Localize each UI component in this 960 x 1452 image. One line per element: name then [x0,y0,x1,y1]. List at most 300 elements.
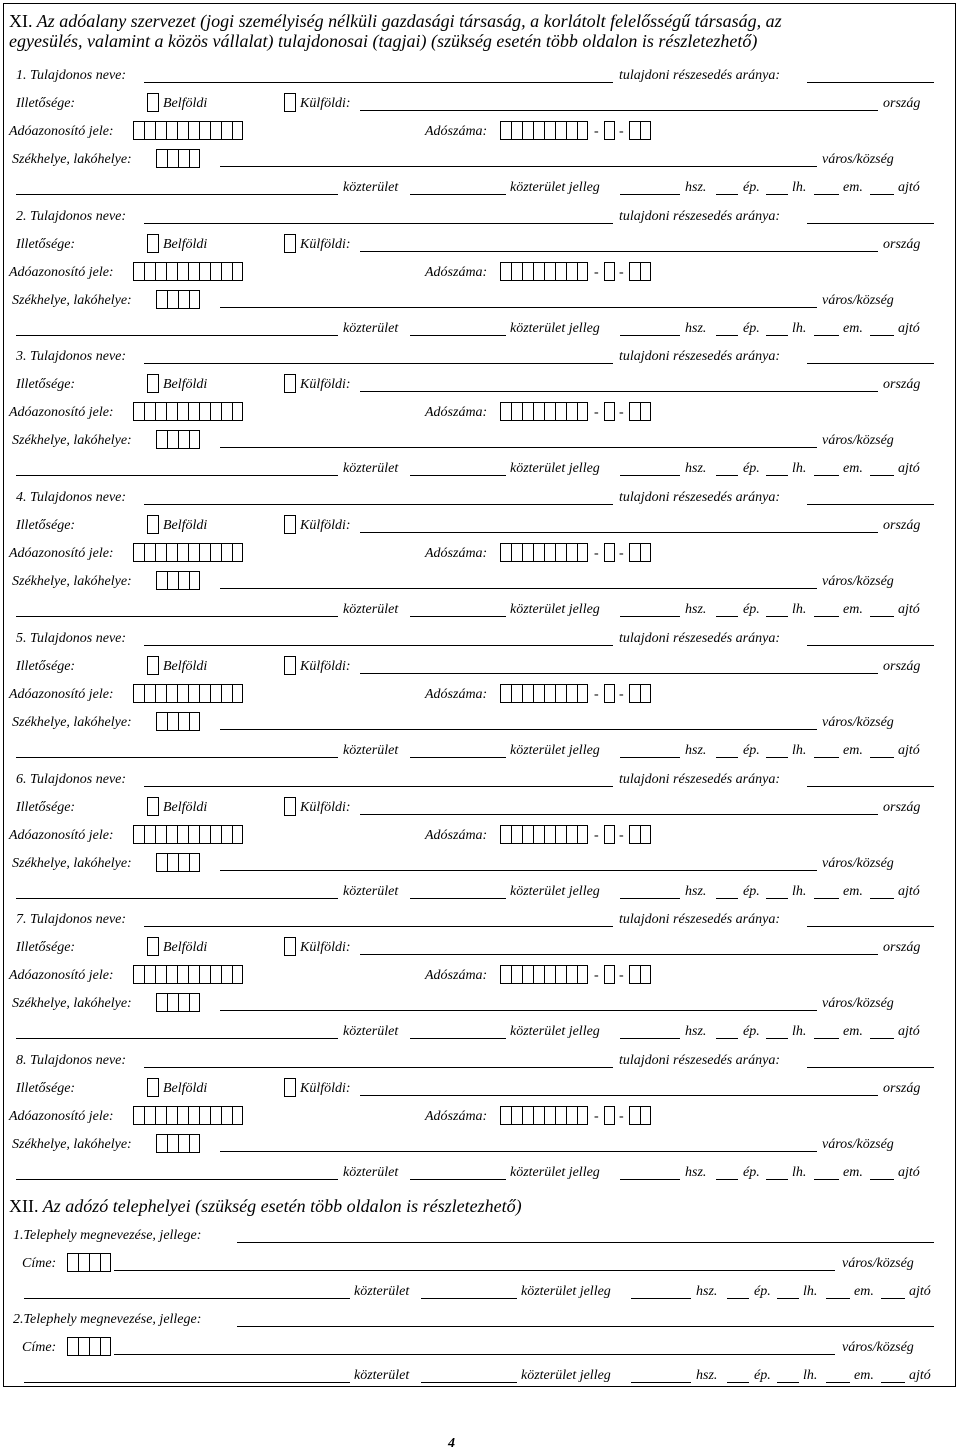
house-no-field[interactable] [620,194,680,195]
char-box[interactable] [221,402,232,421]
tax-number-main-boxes[interactable] [500,825,588,844]
char-box[interactable] [221,543,232,562]
site-house-no-field[interactable] [631,1382,691,1383]
char-box[interactable] [188,825,199,844]
tax-id-boxes[interactable] [133,121,243,140]
share-field[interactable] [807,645,934,646]
floor-field[interactable] [814,194,839,195]
postcode-boxes[interactable] [156,430,200,449]
postcode-boxes[interactable] [156,1134,200,1153]
char-box[interactable] [544,825,555,844]
char-box[interactable] [210,121,221,140]
city-field[interactable] [220,1151,817,1152]
char-box[interactable] [167,993,178,1012]
char-box[interactable] [533,121,544,140]
char-box[interactable] [577,825,588,844]
char-box[interactable] [522,402,533,421]
house-no-field[interactable] [620,1179,680,1180]
char-box[interactable] [199,262,210,281]
share-field[interactable] [807,223,934,224]
foreign-country-field[interactable] [360,673,878,674]
foreign-country-field[interactable] [360,251,878,252]
char-box[interactable] [221,825,232,844]
owner-name-field[interactable] [144,363,613,364]
char-box[interactable] [577,543,588,562]
site-city-field[interactable] [114,1354,835,1355]
tax-number-vat-box[interactable] [604,543,615,562]
site-door-field[interactable] [881,1382,905,1383]
char-box[interactable] [156,1134,167,1153]
owner-name-field[interactable] [144,645,613,646]
char-box[interactable] [221,1106,232,1125]
char-box[interactable] [511,684,522,703]
char-box[interactable] [133,543,144,562]
char-box[interactable] [555,684,566,703]
char-box[interactable] [78,1253,89,1272]
char-box[interactable] [640,402,651,421]
char-box[interactable] [640,684,651,703]
char-box[interactable] [199,825,210,844]
postcode-boxes[interactable] [156,571,200,590]
char-box[interactable] [544,1106,555,1125]
domestic-checkbox[interactable] [147,797,159,816]
char-box[interactable] [629,402,640,421]
char-box[interactable] [577,121,588,140]
house-no-field[interactable] [620,475,680,476]
char-box[interactable] [155,684,166,703]
tax-number-main-boxes[interactable] [500,121,588,140]
char-box[interactable] [199,1106,210,1125]
char-box[interactable] [189,571,200,590]
char-box[interactable] [511,121,522,140]
floor-field[interactable] [814,1179,839,1180]
char-box[interactable] [232,402,243,421]
domestic-checkbox[interactable] [147,515,159,534]
char-box[interactable] [511,543,522,562]
char-box[interactable] [210,1106,221,1125]
char-box[interactable] [144,1106,155,1125]
tax-id-boxes[interactable] [133,543,243,562]
tax-number-county-boxes[interactable] [629,684,651,703]
building-field[interactable] [716,475,738,476]
char-box[interactable] [199,402,210,421]
char-box[interactable] [166,402,177,421]
building-field[interactable] [716,616,738,617]
tax-number-vat-box[interactable] [604,121,615,140]
char-box[interactable] [155,543,166,562]
char-box[interactable] [178,853,189,872]
share-field[interactable] [807,363,934,364]
char-box[interactable] [577,965,588,984]
char-box[interactable] [629,262,640,281]
door-field[interactable] [870,1038,894,1039]
char-box[interactable] [178,571,189,590]
char-box[interactable] [577,684,588,703]
tax-number-vat-box[interactable] [604,402,615,421]
char-box[interactable] [144,543,155,562]
street-type-field[interactable] [410,757,506,758]
floor-field[interactable] [814,475,839,476]
owner-name-field[interactable] [144,1067,613,1068]
tax-number-county-boxes[interactable] [629,402,651,421]
site-staircase-field[interactable] [777,1298,799,1299]
building-field[interactable] [716,335,738,336]
house-no-field[interactable] [620,898,680,899]
street-type-field[interactable] [410,1038,506,1039]
char-box[interactable] [178,290,189,309]
char-box[interactable] [156,149,167,168]
char-box[interactable] [500,684,511,703]
postcode-boxes[interactable] [156,712,200,731]
char-box[interactable] [133,825,144,844]
share-field[interactable] [807,926,934,927]
char-box[interactable] [232,684,243,703]
char-box[interactable] [155,262,166,281]
char-box[interactable] [155,402,166,421]
char-box[interactable] [533,262,544,281]
street-field[interactable] [16,1179,338,1180]
char-box[interactable] [604,965,615,984]
share-field[interactable] [807,504,934,505]
char-box[interactable] [177,825,188,844]
door-field[interactable] [870,475,894,476]
char-box[interactable] [221,684,232,703]
tax-number-main-boxes[interactable] [500,543,588,562]
char-box[interactable] [178,430,189,449]
door-field[interactable] [870,898,894,899]
char-box[interactable] [167,571,178,590]
door-field[interactable] [870,616,894,617]
site-floor-field[interactable] [826,1298,850,1299]
char-box[interactable] [511,1106,522,1125]
char-box[interactable] [210,402,221,421]
postcode-boxes[interactable] [156,853,200,872]
char-box[interactable] [156,430,167,449]
char-box[interactable] [210,825,221,844]
door-field[interactable] [870,194,894,195]
char-box[interactable] [189,712,200,731]
char-box[interactable] [177,121,188,140]
char-box[interactable] [544,402,555,421]
char-box[interactable] [210,262,221,281]
door-field[interactable] [870,335,894,336]
char-box[interactable] [178,993,189,1012]
char-box[interactable] [89,1253,100,1272]
char-box[interactable] [188,1106,199,1125]
char-box[interactable] [629,1106,640,1125]
char-box[interactable] [199,684,210,703]
foreign-country-field[interactable] [360,110,878,111]
char-box[interactable] [533,1106,544,1125]
char-box[interactable] [199,965,210,984]
char-box[interactable] [166,262,177,281]
domestic-checkbox[interactable] [147,656,159,675]
char-box[interactable] [177,402,188,421]
char-box[interactable] [155,121,166,140]
char-box[interactable] [566,121,577,140]
site-street-type-field[interactable] [421,1382,517,1383]
char-box[interactable] [640,965,651,984]
char-box[interactable] [640,1106,651,1125]
tax-id-boxes[interactable] [133,825,243,844]
owner-name-field[interactable] [144,223,613,224]
char-box[interactable] [629,825,640,844]
char-box[interactable] [522,1106,533,1125]
char-box[interactable] [500,965,511,984]
site-name-field[interactable] [237,1242,934,1243]
char-box[interactable] [522,262,533,281]
city-field[interactable] [220,307,817,308]
char-box[interactable] [178,712,189,731]
foreign-checkbox[interactable] [284,797,296,816]
tax-number-county-boxes[interactable] [629,825,651,844]
char-box[interactable] [133,965,144,984]
char-box[interactable] [511,262,522,281]
char-box[interactable] [232,965,243,984]
tax-number-vat-box[interactable] [604,825,615,844]
tax-number-vat-box[interactable] [604,684,615,703]
char-box[interactable] [640,825,651,844]
char-box[interactable] [155,825,166,844]
char-box[interactable] [167,712,178,731]
char-box[interactable] [629,684,640,703]
char-box[interactable] [166,684,177,703]
char-box[interactable] [566,402,577,421]
door-field[interactable] [870,1179,894,1180]
char-box[interactable] [189,993,200,1012]
char-box[interactable] [232,543,243,562]
site-building-field[interactable] [727,1298,749,1299]
char-box[interactable] [210,684,221,703]
house-no-field[interactable] [620,616,680,617]
char-box[interactable] [555,402,566,421]
char-box[interactable] [133,1106,144,1125]
site-house-no-field[interactable] [631,1298,691,1299]
char-box[interactable] [629,121,640,140]
site-city-field[interactable] [114,1270,835,1271]
postcode-boxes[interactable] [156,149,200,168]
domestic-checkbox[interactable] [147,1078,159,1097]
char-box[interactable] [555,965,566,984]
tax-number-main-boxes[interactable] [500,262,588,281]
tax-id-boxes[interactable] [133,1106,243,1125]
house-no-field[interactable] [620,335,680,336]
foreign-country-field[interactable] [360,814,878,815]
staircase-field[interactable] [766,757,788,758]
tax-number-county-boxes[interactable] [629,965,651,984]
foreign-checkbox[interactable] [284,374,296,393]
char-box[interactable] [144,825,155,844]
staircase-field[interactable] [766,1038,788,1039]
street-type-field[interactable] [410,1179,506,1180]
char-box[interactable] [100,1337,111,1356]
char-box[interactable] [199,121,210,140]
char-box[interactable] [144,684,155,703]
tax-id-boxes[interactable] [133,965,243,984]
site-floor-field[interactable] [826,1382,850,1383]
char-box[interactable] [522,543,533,562]
street-type-field[interactable] [410,475,506,476]
owner-name-field[interactable] [144,82,613,83]
char-box[interactable] [156,290,167,309]
char-box[interactable] [533,825,544,844]
char-box[interactable] [133,121,144,140]
floor-field[interactable] [814,757,839,758]
city-field[interactable] [220,870,817,871]
site-postcode-boxes[interactable] [67,1253,111,1272]
owner-name-field[interactable] [144,926,613,927]
floor-field[interactable] [814,616,839,617]
char-box[interactable] [177,684,188,703]
char-box[interactable] [566,262,577,281]
char-box[interactable] [544,965,555,984]
tax-number-vat-box[interactable] [604,965,615,984]
char-box[interactable] [566,825,577,844]
char-box[interactable] [166,543,177,562]
tax-number-main-boxes[interactable] [500,965,588,984]
tax-id-boxes[interactable] [133,402,243,421]
staircase-field[interactable] [766,1179,788,1180]
char-box[interactable] [188,543,199,562]
char-box[interactable] [533,402,544,421]
char-box[interactable] [167,290,178,309]
site-building-field[interactable] [727,1382,749,1383]
char-box[interactable] [511,825,522,844]
char-box[interactable] [500,121,511,140]
foreign-checkbox[interactable] [284,234,296,253]
staircase-field[interactable] [766,616,788,617]
staircase-field[interactable] [766,194,788,195]
street-field[interactable] [16,616,338,617]
char-box[interactable] [604,121,615,140]
foreign-checkbox[interactable] [284,1078,296,1097]
char-box[interactable] [533,543,544,562]
city-field[interactable] [220,588,817,589]
tax-number-main-boxes[interactable] [500,684,588,703]
foreign-checkbox[interactable] [284,93,296,112]
char-box[interactable] [566,965,577,984]
char-box[interactable] [166,825,177,844]
street-field[interactable] [16,475,338,476]
char-box[interactable] [640,262,651,281]
char-box[interactable] [555,825,566,844]
char-box[interactable] [555,121,566,140]
building-field[interactable] [716,194,738,195]
staircase-field[interactable] [766,475,788,476]
char-box[interactable] [544,262,555,281]
tax-number-county-boxes[interactable] [629,1106,651,1125]
char-box[interactable] [133,402,144,421]
site-staircase-field[interactable] [777,1382,799,1383]
char-box[interactable] [500,402,511,421]
street-field[interactable] [16,1038,338,1039]
foreign-country-field[interactable] [360,391,878,392]
domestic-checkbox[interactable] [147,374,159,393]
char-box[interactable] [166,121,177,140]
char-box[interactable] [210,543,221,562]
foreign-checkbox[interactable] [284,515,296,534]
char-box[interactable] [555,1106,566,1125]
char-box[interactable] [177,965,188,984]
char-box[interactable] [166,1106,177,1125]
char-box[interactable] [522,825,533,844]
tax-id-boxes[interactable] [133,262,243,281]
postcode-boxes[interactable] [156,993,200,1012]
foreign-checkbox[interactable] [284,937,296,956]
char-box[interactable] [156,571,167,590]
char-box[interactable] [133,262,144,281]
char-box[interactable] [188,965,199,984]
char-box[interactable] [133,684,144,703]
char-box[interactable] [155,1106,166,1125]
street-type-field[interactable] [410,194,506,195]
site-street-field[interactable] [24,1382,350,1383]
tax-number-county-boxes[interactable] [629,262,651,281]
char-box[interactable] [89,1337,100,1356]
tax-number-vat-box[interactable] [604,1106,615,1125]
floor-field[interactable] [814,898,839,899]
street-type-field[interactable] [410,898,506,899]
char-box[interactable] [604,1106,615,1125]
building-field[interactable] [716,757,738,758]
char-box[interactable] [67,1337,78,1356]
char-box[interactable] [604,684,615,703]
city-field[interactable] [220,1010,817,1011]
char-box[interactable] [78,1337,89,1356]
char-box[interactable] [232,262,243,281]
char-box[interactable] [167,1134,178,1153]
site-street-field[interactable] [24,1298,350,1299]
char-box[interactable] [221,965,232,984]
char-box[interactable] [177,1106,188,1125]
char-box[interactable] [566,684,577,703]
char-box[interactable] [188,262,199,281]
foreign-country-field[interactable] [360,954,878,955]
char-box[interactable] [544,543,555,562]
street-field[interactable] [16,898,338,899]
char-box[interactable] [210,965,221,984]
char-box[interactable] [522,965,533,984]
building-field[interactable] [716,1038,738,1039]
char-box[interactable] [177,543,188,562]
char-box[interactable] [188,684,199,703]
char-box[interactable] [604,262,615,281]
staircase-field[interactable] [766,898,788,899]
char-box[interactable] [232,121,243,140]
char-box[interactable] [511,402,522,421]
char-box[interactable] [178,149,189,168]
tax-number-main-boxes[interactable] [500,402,588,421]
char-box[interactable] [100,1253,111,1272]
city-field[interactable] [220,166,817,167]
street-field[interactable] [16,757,338,758]
site-name-field[interactable] [237,1326,934,1327]
char-box[interactable] [144,262,155,281]
building-field[interactable] [716,898,738,899]
staircase-field[interactable] [766,335,788,336]
share-field[interactable] [807,786,934,787]
site-postcode-boxes[interactable] [67,1337,111,1356]
char-box[interactable] [500,1106,511,1125]
char-box[interactable] [522,121,533,140]
site-door-field[interactable] [881,1298,905,1299]
char-box[interactable] [544,121,555,140]
char-box[interactable] [640,121,651,140]
site-street-type-field[interactable] [421,1298,517,1299]
char-box[interactable] [189,1134,200,1153]
street-field[interactable] [16,335,338,336]
char-box[interactable] [155,965,166,984]
